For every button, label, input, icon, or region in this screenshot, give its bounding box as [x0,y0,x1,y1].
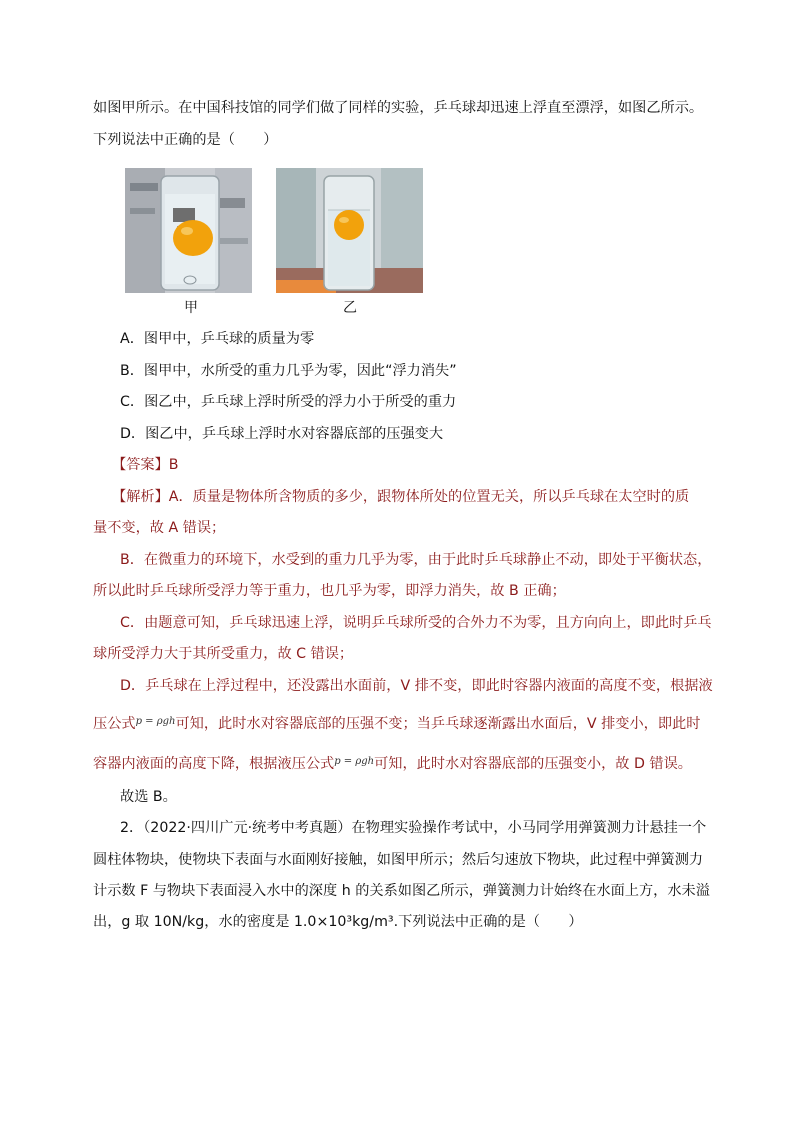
analysis-d-line-2 [93,712,700,734]
analysis-conclusion: 故选 B。 [120,789,177,805]
analysis-c-line-2: 球所受浮力大于其所受重力，故 C 错误； [93,646,354,662]
option-d: D．图乙中，乒乓球上浮时水对容器底部的压强变大 [120,426,444,442]
analysis-a-line-1 [112,487,689,507]
answer-line [112,455,179,475]
science-museum-glass-image [276,168,423,293]
analysis-d-line-3 [93,752,692,774]
analysis-d-line-3-pre: 容器内液面的高度下降，根据液压公式 [93,756,335,772]
analysis-a-text-1: A．质量是物体所含物质的多少，跟物体所处的位置无关，所以乒乓球在太空时的质 [168,489,690,505]
option-c: C．图乙中，乒乓球上浮时所受的浮力小于所受的重力 [120,394,457,410]
question-2-line-2: 圆柱体物块，使物块下表面与水面刚好接触，如图甲所示；然后匀速放下物块，此过程中弹簧测力 [93,852,704,868]
question-intro-line-1: 如图甲所示。在中国科技馆的同学们做了同样的实验，乒乓球却迅速上浮直至漂浮，如图乙所示。 [93,100,704,116]
analysis-d-line-3-post: 可知，此时水对容器底部的压强变小，故 D 错误。 [374,756,692,772]
analysis-d-line-2-pre: 压公式 [93,716,136,732]
pressure-formula: p = ρgh [135,716,176,727]
analysis-c-line-1: C．由题意可知，乒乓球迅速上浮，说明乒乓球所受的合外力不为零，且方向向上，即此时乒乓 [120,615,712,631]
analysis-label: 【解析】 [112,489,169,505]
figure-yi-caption: 乙 [343,300,357,316]
analysis-b-line-2: 所以此时乒乓球所受浮力等于重力，也几乎为零，即浮力消失，故 B 正确； [93,583,566,599]
question-2-line-1: 2．（2022·四川广元·统考中考真题）在物理实验操作考试中，小马同学用弹簧测力计悬挂一个 [120,820,707,836]
figure-jia-photo [125,168,252,293]
question-2-line-4: 出，g 取 10N/kg，水的密度是 1.0×10³kg/m³.下列说法中正确的是（ ） [93,914,583,930]
analysis-d-line-1: D．乒乓球在上浮过程中，还没露出水面前，V 排不变，即此时容器内液面的高度不变，根据液 [120,678,713,694]
question-2-line-3: 计示数 F 与物块下表面浸入水中的深度 h 的关系如图乙所示，弹簧测力计始终在水面上方，水未溢 [93,883,710,899]
analysis-d-line-2-post: 可知，此时水对容器底部的压强不变；当乒乓球逐渐露出水面后，V 排变小，即此时 [175,716,701,732]
pressure-formula-2: p = ρgh [334,756,375,767]
figure-yi-photo [276,168,423,293]
question-intro-line-2: 下列说法中正确的是（ ） [93,132,278,148]
option-a: A．图甲中，乒乓球的质量为零 [120,331,315,347]
option-b: B．图甲中，水所受的重力几乎为零，因此“浮力消失” [120,363,457,379]
figure-jia-caption: 甲 [184,300,198,316]
answer-label: 【答案】 [112,457,169,473]
analysis-a-line-2: 量不变，故 A 错误； [93,520,226,536]
space-station-glass-image [125,168,252,293]
answer-value: B [168,457,179,473]
analysis-b-line-1: B．在微重力的环境下，水受到的重力几乎为零，由于此时乒乓球静止不动，即处于平衡状态， [120,552,712,568]
